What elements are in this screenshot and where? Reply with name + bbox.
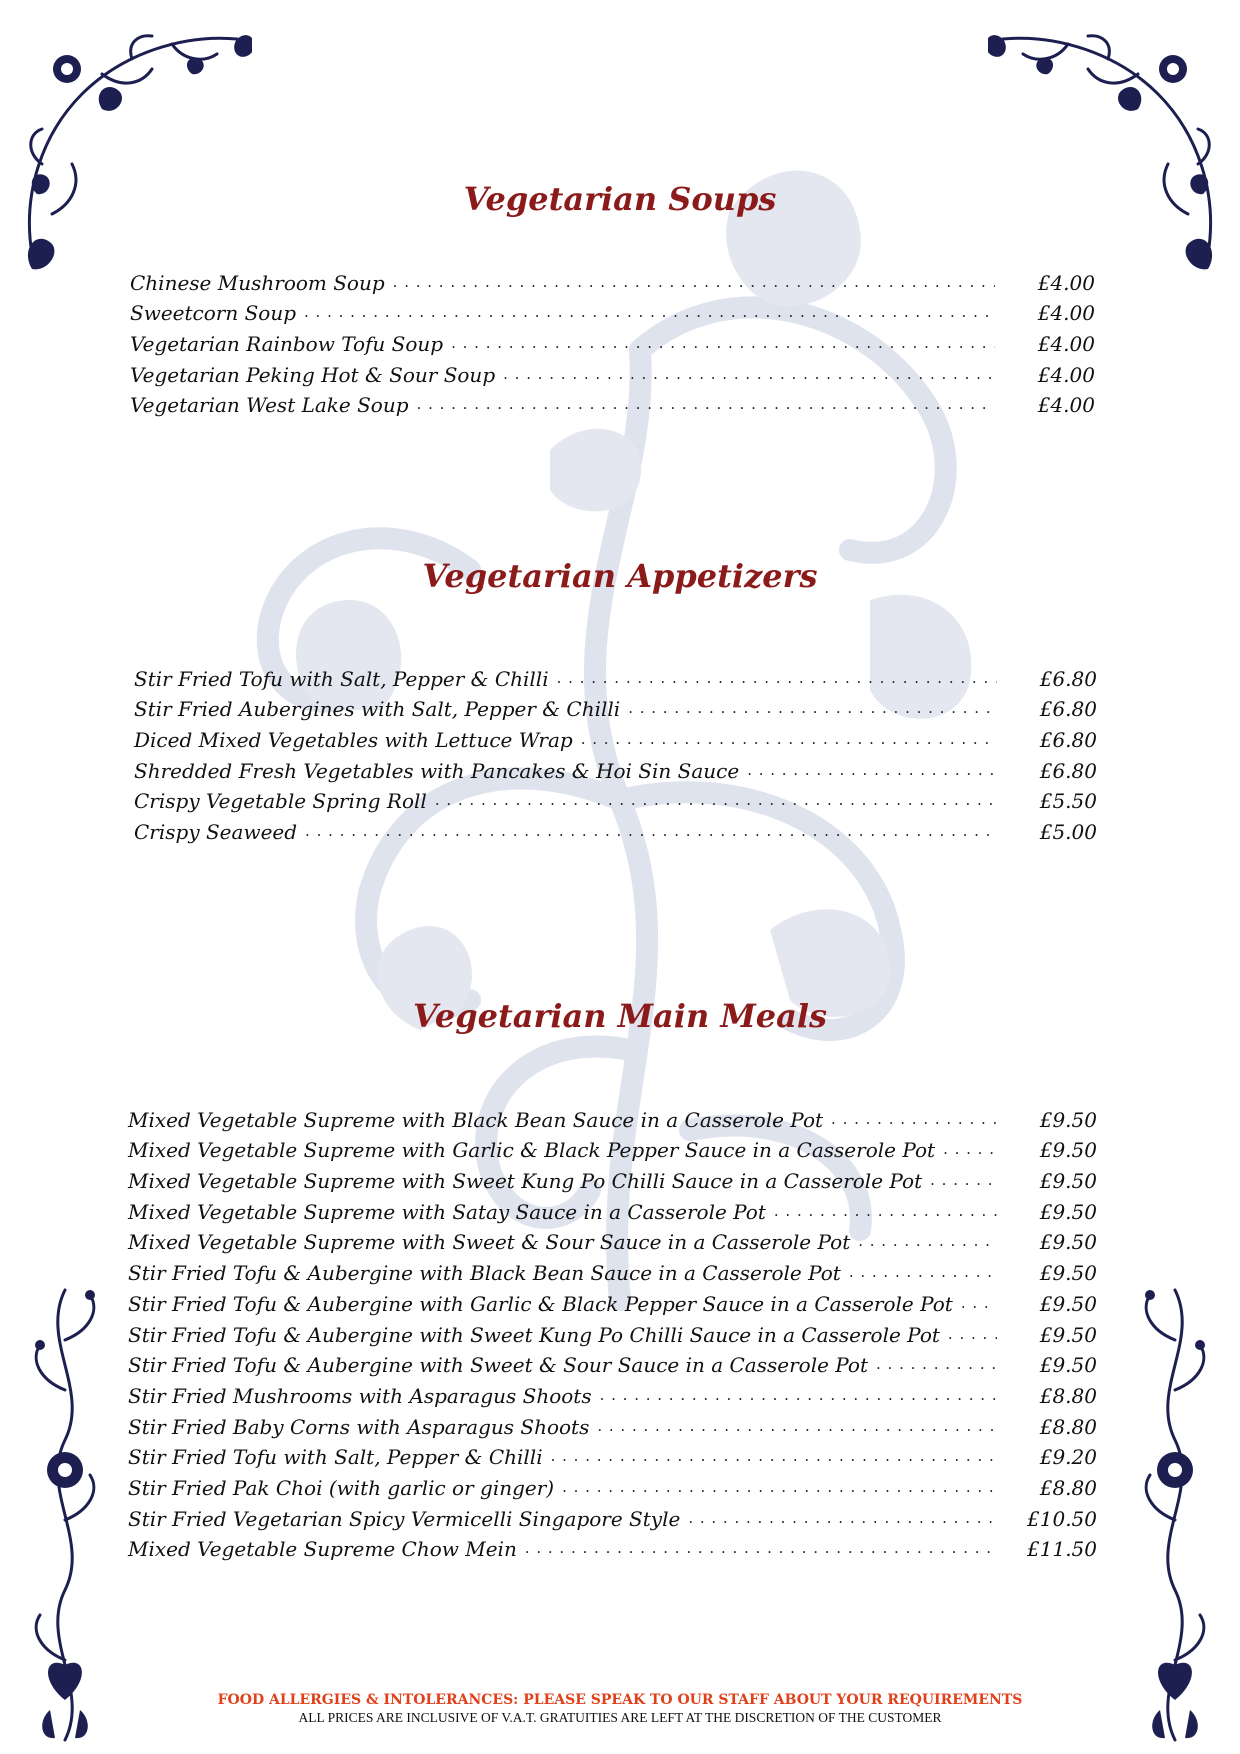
item-name: Vegetarian West Lake Soup	[130, 393, 409, 418]
item-name: Crispy Seaweed	[134, 820, 298, 845]
item-name: Vegetarian Peking Hot & Sour Soup	[130, 362, 496, 387]
menu-item	[128, 1101, 1097, 1132]
dot-leader	[597, 1415, 997, 1435]
menu-item	[134, 783, 1097, 814]
item-price: £9.50	[1039, 1261, 1097, 1286]
menu-item	[134, 813, 1097, 844]
section-title-main-meals: Vegetarian Main Meals	[412, 997, 828, 1035]
item-price: £9.50	[1039, 1291, 1097, 1316]
item-price: £6.80	[1039, 728, 1097, 753]
item-price: £4.00	[1037, 301, 1095, 326]
section-title-appetizers: Vegetarian Appetizers	[422, 557, 818, 595]
vat-notice: ALL PRICES ARE INCLUSIVE OF V.A.T. GRATUITIES ARE LEFT AT THE DISCRETION OF THE CUSTOMER	[298, 1710, 942, 1725]
menu-item	[128, 1193, 1097, 1224]
item-name: Stir Fried Pak Choi (with garlic or ginger)	[128, 1475, 555, 1500]
menu-item	[128, 1162, 1097, 1193]
dot-leader	[948, 1323, 997, 1343]
dot-leader	[774, 1200, 997, 1220]
item-price: £9.50	[1039, 1107, 1097, 1132]
menu-item	[128, 1408, 1097, 1439]
item-name: Mixed Vegetable Supreme with Sweet & Sour Sauce in a Casserole Pot	[128, 1230, 851, 1255]
dot-leader	[393, 271, 995, 291]
menu-item	[128, 1500, 1097, 1531]
item-price: £6.80	[1039, 697, 1097, 722]
item-price: £4.00	[1037, 393, 1095, 418]
dot-leader	[551, 1445, 997, 1465]
item-price: £10.50	[1027, 1506, 1097, 1531]
item-price: £9.20	[1039, 1445, 1097, 1470]
item-price: £4.00	[1037, 270, 1095, 295]
dot-leader	[858, 1230, 997, 1250]
floral-corner-ornament	[988, 14, 1228, 284]
dot-leader	[831, 1108, 997, 1128]
item-price: £11.50	[1027, 1537, 1097, 1562]
item-name: Stir Fried Aubergines with Salt, Pepper & Chilli	[134, 697, 621, 722]
item-name: Stir Fried Tofu & Aubergine with Garlic & Black Pepper Sauce in a Casserole Pot	[128, 1291, 953, 1316]
dot-leader	[417, 393, 995, 413]
dot-leader	[451, 332, 995, 352]
dot-leader	[503, 363, 995, 383]
item-name: Sweetcorn Soup	[130, 301, 296, 326]
menu-item	[134, 660, 1097, 691]
dot-leader	[961, 1292, 997, 1312]
dot-leader	[557, 667, 997, 687]
item-name: Mixed Vegetable Supreme with Garlic & Black Pepper Sauce in a Casserole Pot	[128, 1138, 936, 1163]
menu-item	[128, 1316, 1097, 1347]
item-name: Stir Fried Tofu & Aubergine with Sweet & Sour Sauce in a Casserole Pot	[128, 1353, 869, 1378]
menu-item	[128, 1469, 1097, 1500]
item-name: Mixed Vegetable Supreme Chow Mein	[128, 1537, 517, 1562]
section-title-soups: Vegetarian Soups	[463, 180, 777, 218]
dot-leader	[562, 1476, 997, 1496]
menu-item	[130, 295, 1095, 326]
menu-item	[128, 1439, 1097, 1470]
dot-leader	[435, 789, 997, 809]
dot-leader	[628, 697, 997, 717]
menu-item	[130, 356, 1095, 387]
item-name: Stir Fried Tofu & Aubergine with Sweet Kung Po Chilli Sauce in a Casserole Pot	[128, 1322, 940, 1347]
item-price: £9.50	[1039, 1230, 1097, 1255]
item-price: £8.80	[1039, 1414, 1097, 1439]
item-price: £8.80	[1039, 1475, 1097, 1500]
menu-item	[130, 325, 1095, 356]
item-price: £9.50	[1039, 1322, 1097, 1347]
item-name: Crispy Vegetable Spring Roll	[134, 789, 427, 814]
dot-leader	[849, 1261, 997, 1281]
menu-item	[128, 1531, 1097, 1562]
dot-leader	[525, 1537, 997, 1557]
menu-item	[128, 1132, 1097, 1163]
item-name: Stir Fried Mushrooms with Asparagus Shoots	[128, 1383, 592, 1408]
menu-item	[128, 1347, 1097, 1378]
dot-leader	[581, 728, 997, 748]
item-price: £5.00	[1039, 820, 1097, 845]
menu-item	[128, 1285, 1097, 1316]
item-name: Stir Fried Tofu with Salt, Pepper & Chilli	[128, 1445, 543, 1470]
item-price: £9.50	[1039, 1169, 1097, 1194]
item-name: Stir Fried Tofu with Salt, Pepper & Chilli	[134, 666, 549, 691]
item-name: Shredded Fresh Vegetables with Pancakes & Hoi Sin Sauce	[134, 758, 740, 783]
menu-list-soups	[130, 264, 1095, 417]
item-name: Vegetarian Rainbow Tofu Soup	[130, 332, 444, 357]
item-name: Mixed Vegetable Supreme with Satay Sauce in a Casserole Pot	[128, 1199, 766, 1224]
dot-leader	[600, 1384, 997, 1404]
menu-item	[134, 691, 1097, 722]
item-price: £4.00	[1037, 332, 1095, 357]
menu-item	[128, 1377, 1097, 1408]
menu-item	[134, 752, 1097, 783]
menu-item	[130, 264, 1095, 295]
dot-leader	[943, 1138, 997, 1158]
item-price: £8.80	[1039, 1383, 1097, 1408]
dot-leader	[930, 1169, 997, 1189]
item-price: £4.00	[1037, 362, 1095, 387]
floral-side-ornament	[1130, 1280, 1220, 1750]
item-name: Chinese Mushroom Soup	[130, 270, 385, 295]
menu-list-main-meals	[128, 1101, 1097, 1561]
dot-leader	[304, 301, 995, 321]
dot-leader	[876, 1353, 997, 1373]
dot-leader	[305, 820, 997, 840]
menu-item	[130, 387, 1095, 418]
menu-item	[134, 721, 1097, 752]
item-name: Mixed Vegetable Supreme with Sweet Kung Po Chilli Sauce in a Casserole Pot	[128, 1169, 923, 1194]
item-price: £6.80	[1039, 758, 1097, 783]
item-price: £6.80	[1039, 666, 1097, 691]
item-name: Stir Fried Baby Corns with Asparagus Shoots	[128, 1414, 590, 1439]
item-price: £9.50	[1039, 1199, 1097, 1224]
dot-leader	[747, 759, 997, 779]
item-price: £9.50	[1039, 1353, 1097, 1378]
item-name: Stir Fried Vegetarian Spicy Vermicelli Singapore Style	[128, 1506, 681, 1531]
menu-list-appetizers	[134, 660, 1097, 844]
allergy-notice: FOOD ALLERGIES & INTOLERANCES: PLEASE SPEAK TO OUR STAFF ABOUT YOUR REQUIREMENTS	[217, 1692, 1023, 1708]
item-price: £9.50	[1039, 1138, 1097, 1163]
menu-item	[128, 1254, 1097, 1285]
floral-side-ornament	[20, 1280, 110, 1750]
item-name: Stir Fried Tofu & Aubergine with Black Bean Sauce in a Casserole Pot	[128, 1261, 841, 1286]
item-name: Mixed Vegetable Supreme with Black Bean Sauce in a Casserole Pot	[128, 1107, 824, 1132]
floral-corner-ornament	[12, 14, 252, 284]
dot-leader	[688, 1507, 997, 1527]
menu-item	[128, 1224, 1097, 1255]
item-name: Diced Mixed Vegetables with Lettuce Wrap	[134, 728, 573, 753]
item-price: £5.50	[1039, 789, 1097, 814]
